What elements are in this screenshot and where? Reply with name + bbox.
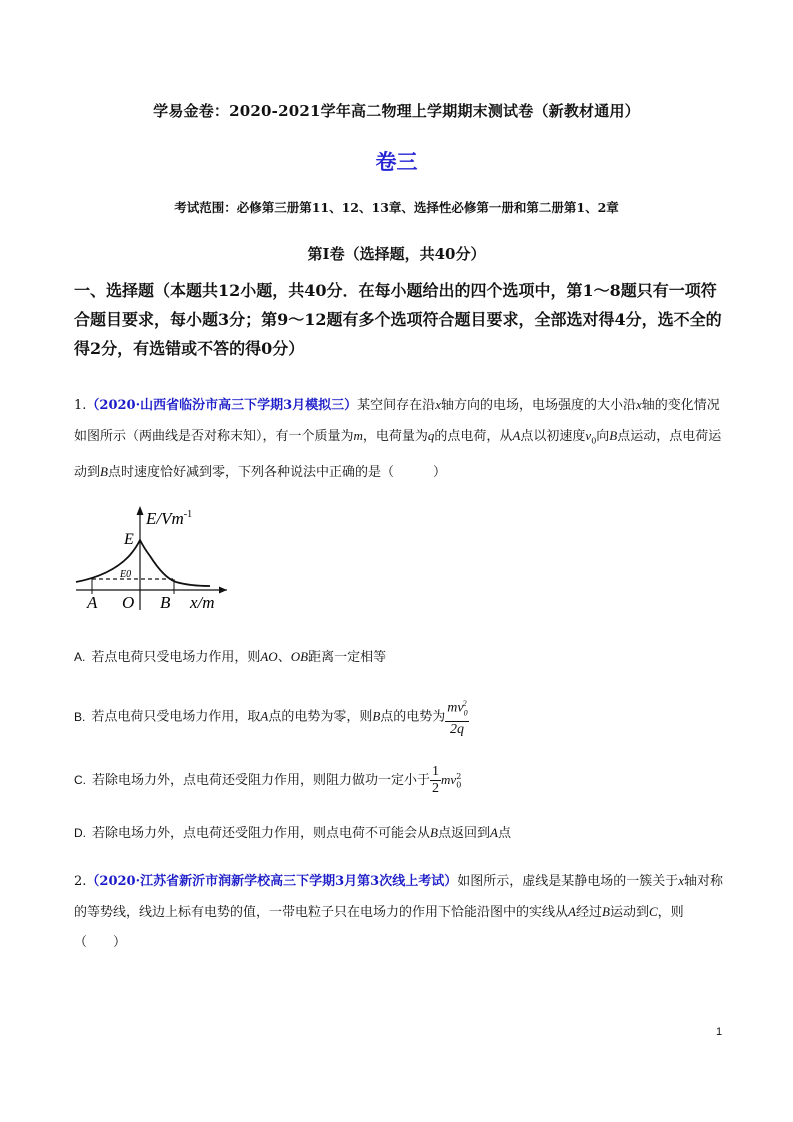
subscript: 0 — [456, 780, 462, 790]
question-text: 经过 — [575, 905, 602, 920]
var-b: B — [372, 708, 381, 724]
option-text: 、 — [277, 650, 291, 665]
x-axis-label: x/m — [190, 593, 215, 612]
var-v0: v — [585, 428, 592, 443]
question-text: 点以初速度 — [520, 429, 586, 444]
numerator: 1 — [432, 764, 440, 779]
option-label: A. — [74, 650, 86, 664]
option-d — [74, 822, 511, 841]
page-number: 1 — [716, 1026, 723, 1038]
question-number: 1. — [74, 398, 87, 413]
y-axis-label: $E/Vm^{-1}$ — [146, 509, 193, 528]
option-text: 点 — [497, 826, 511, 841]
option-text: 若点电荷只受电场力作用，取 — [91, 709, 261, 725]
option-label: C. — [74, 773, 86, 787]
var-b: B — [100, 463, 108, 479]
denominator: 2 — [432, 781, 440, 796]
question-text: 的点电荷，从 — [434, 429, 513, 444]
var-c: C — [648, 904, 658, 919]
denominator: 2q — [449, 722, 464, 738]
e-field-graph — [72, 500, 232, 615]
subscript: 0 — [591, 436, 597, 446]
fraction-mv0sq-over-2q — [445, 696, 468, 738]
superscript: 2 — [456, 771, 462, 781]
numerator: mv — [447, 700, 464, 716]
var-a: A — [489, 825, 498, 840]
option-text: 距离一定相等 — [308, 650, 387, 665]
var-x: x — [678, 873, 685, 888]
question-number: 2. — [74, 874, 87, 889]
question-text: 轴对称的等势线，线边上标有电势的值，一带电粒子只在电场力的作用下恰能沿图中的实线从 — [74, 874, 724, 920]
level-label: E0 — [120, 569, 132, 580]
point-o-label: O — [122, 593, 135, 612]
question-text: 轴方向的电场，电场强度的大小沿 — [440, 398, 636, 413]
question-1 — [74, 390, 724, 488]
question-text: 如图所示，虚线是某静电场的一簇关于 — [457, 874, 679, 889]
superscript: 2 — [462, 699, 467, 708]
option-text: 若点电荷只受电场力作用，则 — [91, 650, 261, 665]
var-x: x — [635, 397, 642, 412]
var-b: B — [430, 825, 438, 840]
question-2 — [74, 866, 724, 958]
question-source: （2020·山西省临汾市高三下学期3月模拟三） — [86, 398, 358, 413]
option-text: 点的电势为零，则 — [268, 709, 373, 725]
fraction-one-half — [430, 764, 441, 797]
subscript: 0 — [463, 708, 468, 718]
var-a: A — [568, 904, 576, 919]
option-label: D. — [74, 826, 86, 840]
peak-label: E — [124, 531, 134, 548]
exam-scope: 考试范围：必修第三册第11、12、13章、选择性必修第一册和第二册第1、2章 — [174, 200, 619, 215]
var-ao: AO — [260, 649, 278, 664]
var-m: m — [353, 428, 363, 443]
option-text: 若除电场力外，点电荷还受阻力作用，则点电荷不可能会从 — [92, 826, 431, 841]
var-a: A — [512, 428, 521, 443]
option-c — [74, 764, 461, 797]
paper-subtitle: 卷三 — [375, 149, 418, 174]
option-text: 点的电势为 — [380, 709, 446, 725]
question-text: 某空间存在沿 — [357, 398, 436, 413]
part-heading: 第Ⅰ卷（选择题，共40分） — [307, 245, 486, 263]
option-text: 点返回到 — [437, 826, 490, 841]
question-text: ，则（ ） — [74, 905, 684, 950]
question-text: 点运动，点电荷运动到 — [74, 429, 722, 480]
option-label: B. — [74, 709, 86, 724]
option-a — [74, 646, 386, 665]
var-q: q — [427, 428, 435, 443]
var-mv: mv — [441, 772, 457, 787]
option-b — [74, 696, 469, 738]
var-b: B — [601, 904, 610, 919]
question-text: ，电荷量为 — [362, 429, 428, 444]
var-ob: OB — [290, 649, 309, 664]
var-a: A — [260, 708, 269, 724]
option-text: 若除电场力外，点电荷还受阻力作用，则阻力做功一定小于 — [92, 773, 431, 788]
question-source: （2020·江苏省新沂市润新学校高三下学期3月第3次线上考试） — [86, 874, 458, 889]
var-b: B — [609, 428, 618, 443]
question-text: 向 — [596, 429, 610, 444]
question-text: 轴的变化情况如图所示（两曲线是否对称末知），有一个质量为 — [74, 398, 720, 444]
question-text: 点时速度恰好减到零，下列各种说法中正确的是（ ） — [107, 464, 446, 480]
graph-svg — [72, 500, 232, 615]
section-heading: 一、选择题（本题共12小题，共40分．在每小题给出的四个选项中，第1～8题只有一项符合题目要求，每小题3分；第9～12题有多个选项符合题目要求，全部选对得4分，选不全的得2分，有选错或不答的得0分） — [74, 281, 722, 358]
var-x: x — [435, 397, 441, 412]
question-text: 运动到 — [609, 905, 649, 920]
point-a-label: A — [87, 593, 98, 612]
point-b-label: B — [160, 593, 171, 612]
document-title: 学易金卷：2020-2021学年高二物理上学期期末测试卷（新教材通用） — [153, 102, 640, 120]
